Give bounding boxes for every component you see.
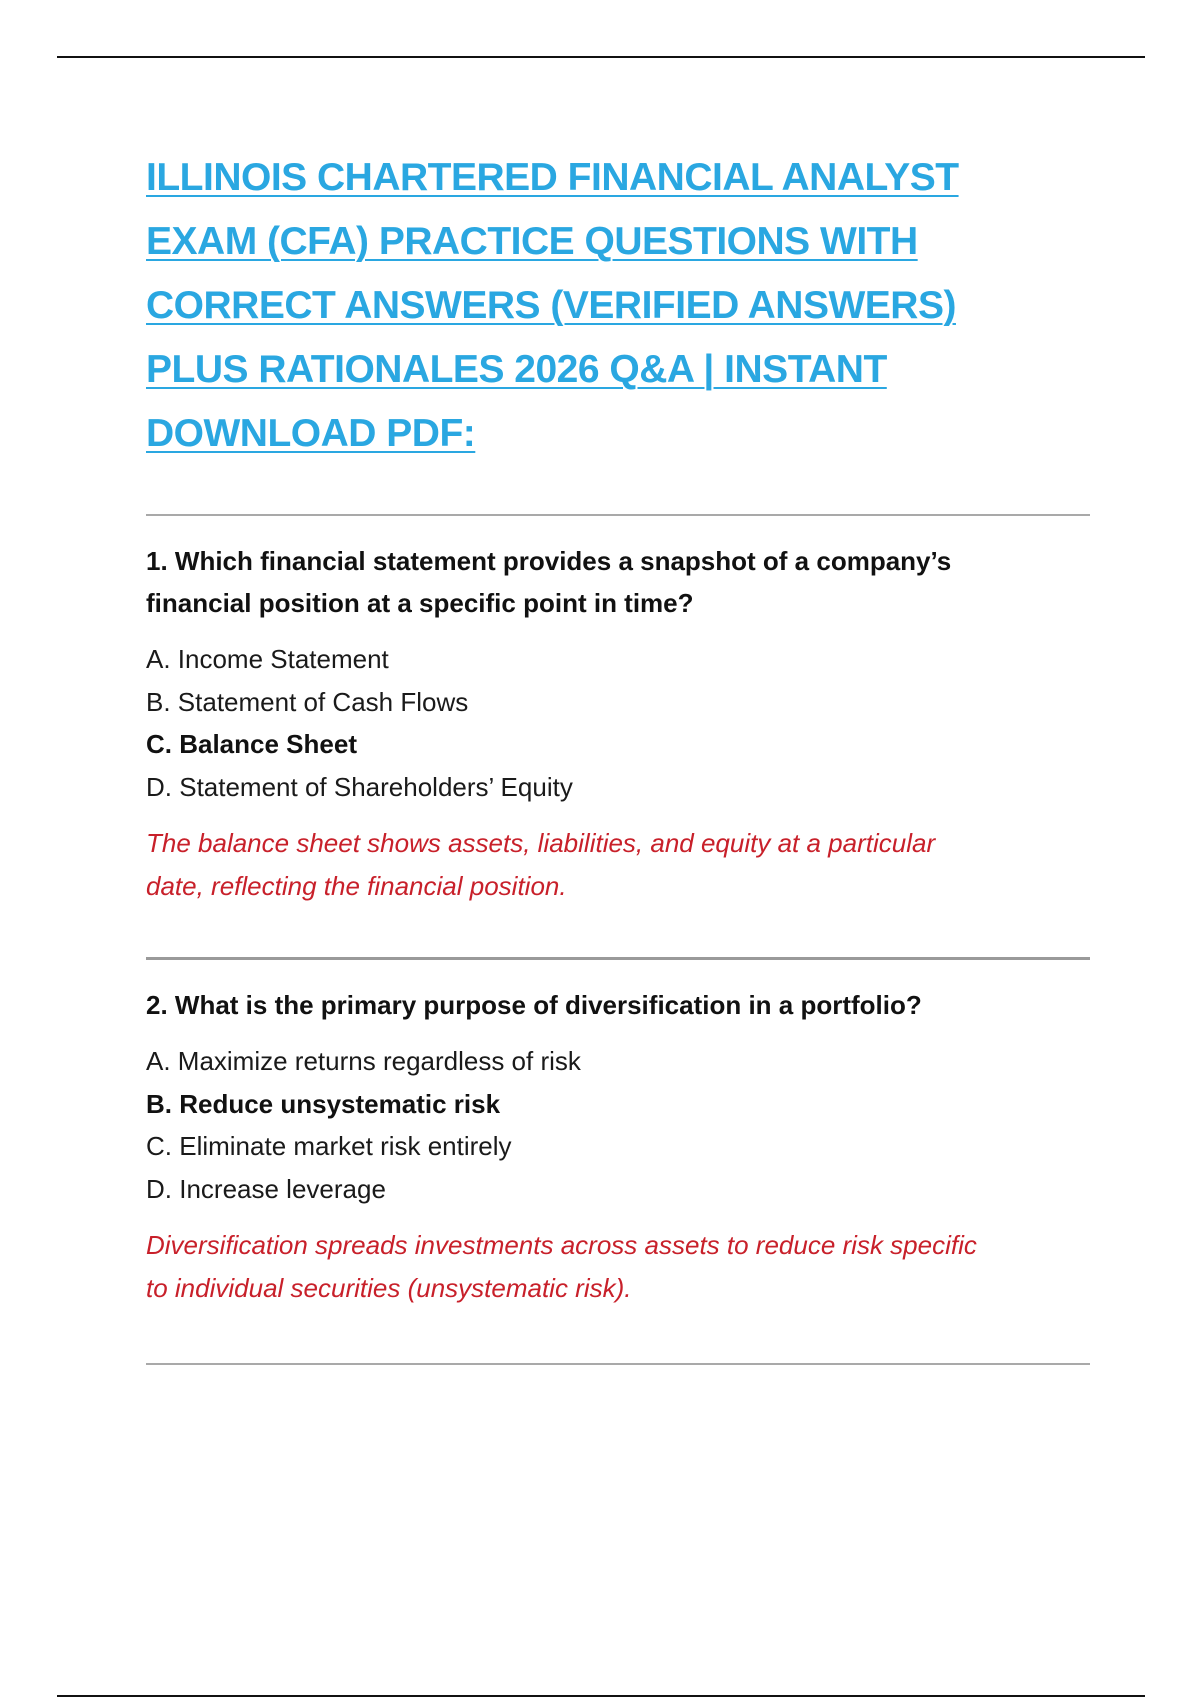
question-text <box>146 984 1090 1026</box>
answer-option-d: D. Statement of Shareholders’ Equity <box>146 771 573 802</box>
question-text <box>146 540 1090 624</box>
answer-options <box>146 638 1090 808</box>
section-divider <box>146 957 1090 960</box>
section-divider <box>146 514 1090 516</box>
title-line: CORRECT ANSWERS (VERIFIED ANSWERS) <box>146 284 956 327</box>
answer-option-a: A. Income Statement <box>146 644 389 674</box>
page-top-rule <box>57 56 1145 58</box>
document-title[interactable] <box>146 146 1090 466</box>
answer-option-b: B. Statement of Cash Flows <box>146 686 469 717</box>
question-text-line: 2. What is the primary purpose of diversification in a portfolio? <box>146 990 922 1020</box>
rationale-line: Diversification spreads investments across assets to reduce risk specific <box>146 1230 977 1260</box>
section-divider <box>146 1363 1090 1365</box>
answer-rationale <box>146 1224 1090 1309</box>
question-text-line: 1. Which financial statement provides a snapshot of a company’s <box>146 546 952 576</box>
rationale-line: The balance sheet shows assets, liabilities, and equity at a particular <box>146 828 936 858</box>
answer-option-c: C. Eliminate market risk entirely <box>146 1131 512 1161</box>
answer-option-b-correct: B. Reduce unsystematic risk <box>146 1088 501 1119</box>
answer-options <box>146 1040 1090 1210</box>
rationale-line: date, reflecting the financial position. <box>146 870 567 901</box>
answer-option-d: D. Increase leverage <box>146 1173 386 1204</box>
answer-rationale <box>146 822 1090 907</box>
title-line: EXAM (CFA) PRACTICE QUESTIONS WITH <box>146 220 918 263</box>
page-bottom-rule <box>57 1695 1145 1697</box>
document-body <box>146 146 1090 1365</box>
rationale-line: to individual securities (unsystematic risk). <box>146 1272 632 1303</box>
question-2 <box>146 984 1090 1309</box>
title-line: DOWNLOAD PDF: <box>146 412 476 455</box>
title-line: PLUS RATIONALES 2026 Q&A | INSTANT <box>146 348 887 391</box>
question-text-line: financial position at a specific point in time? <box>146 588 694 618</box>
question-1 <box>146 540 1090 907</box>
answer-option-a: A. Maximize returns regardless of risk <box>146 1046 581 1076</box>
title-line: ILLINOIS CHARTERED FINANCIAL ANALYST <box>146 156 959 199</box>
answer-option-c-correct: C. Balance Sheet <box>146 729 357 759</box>
